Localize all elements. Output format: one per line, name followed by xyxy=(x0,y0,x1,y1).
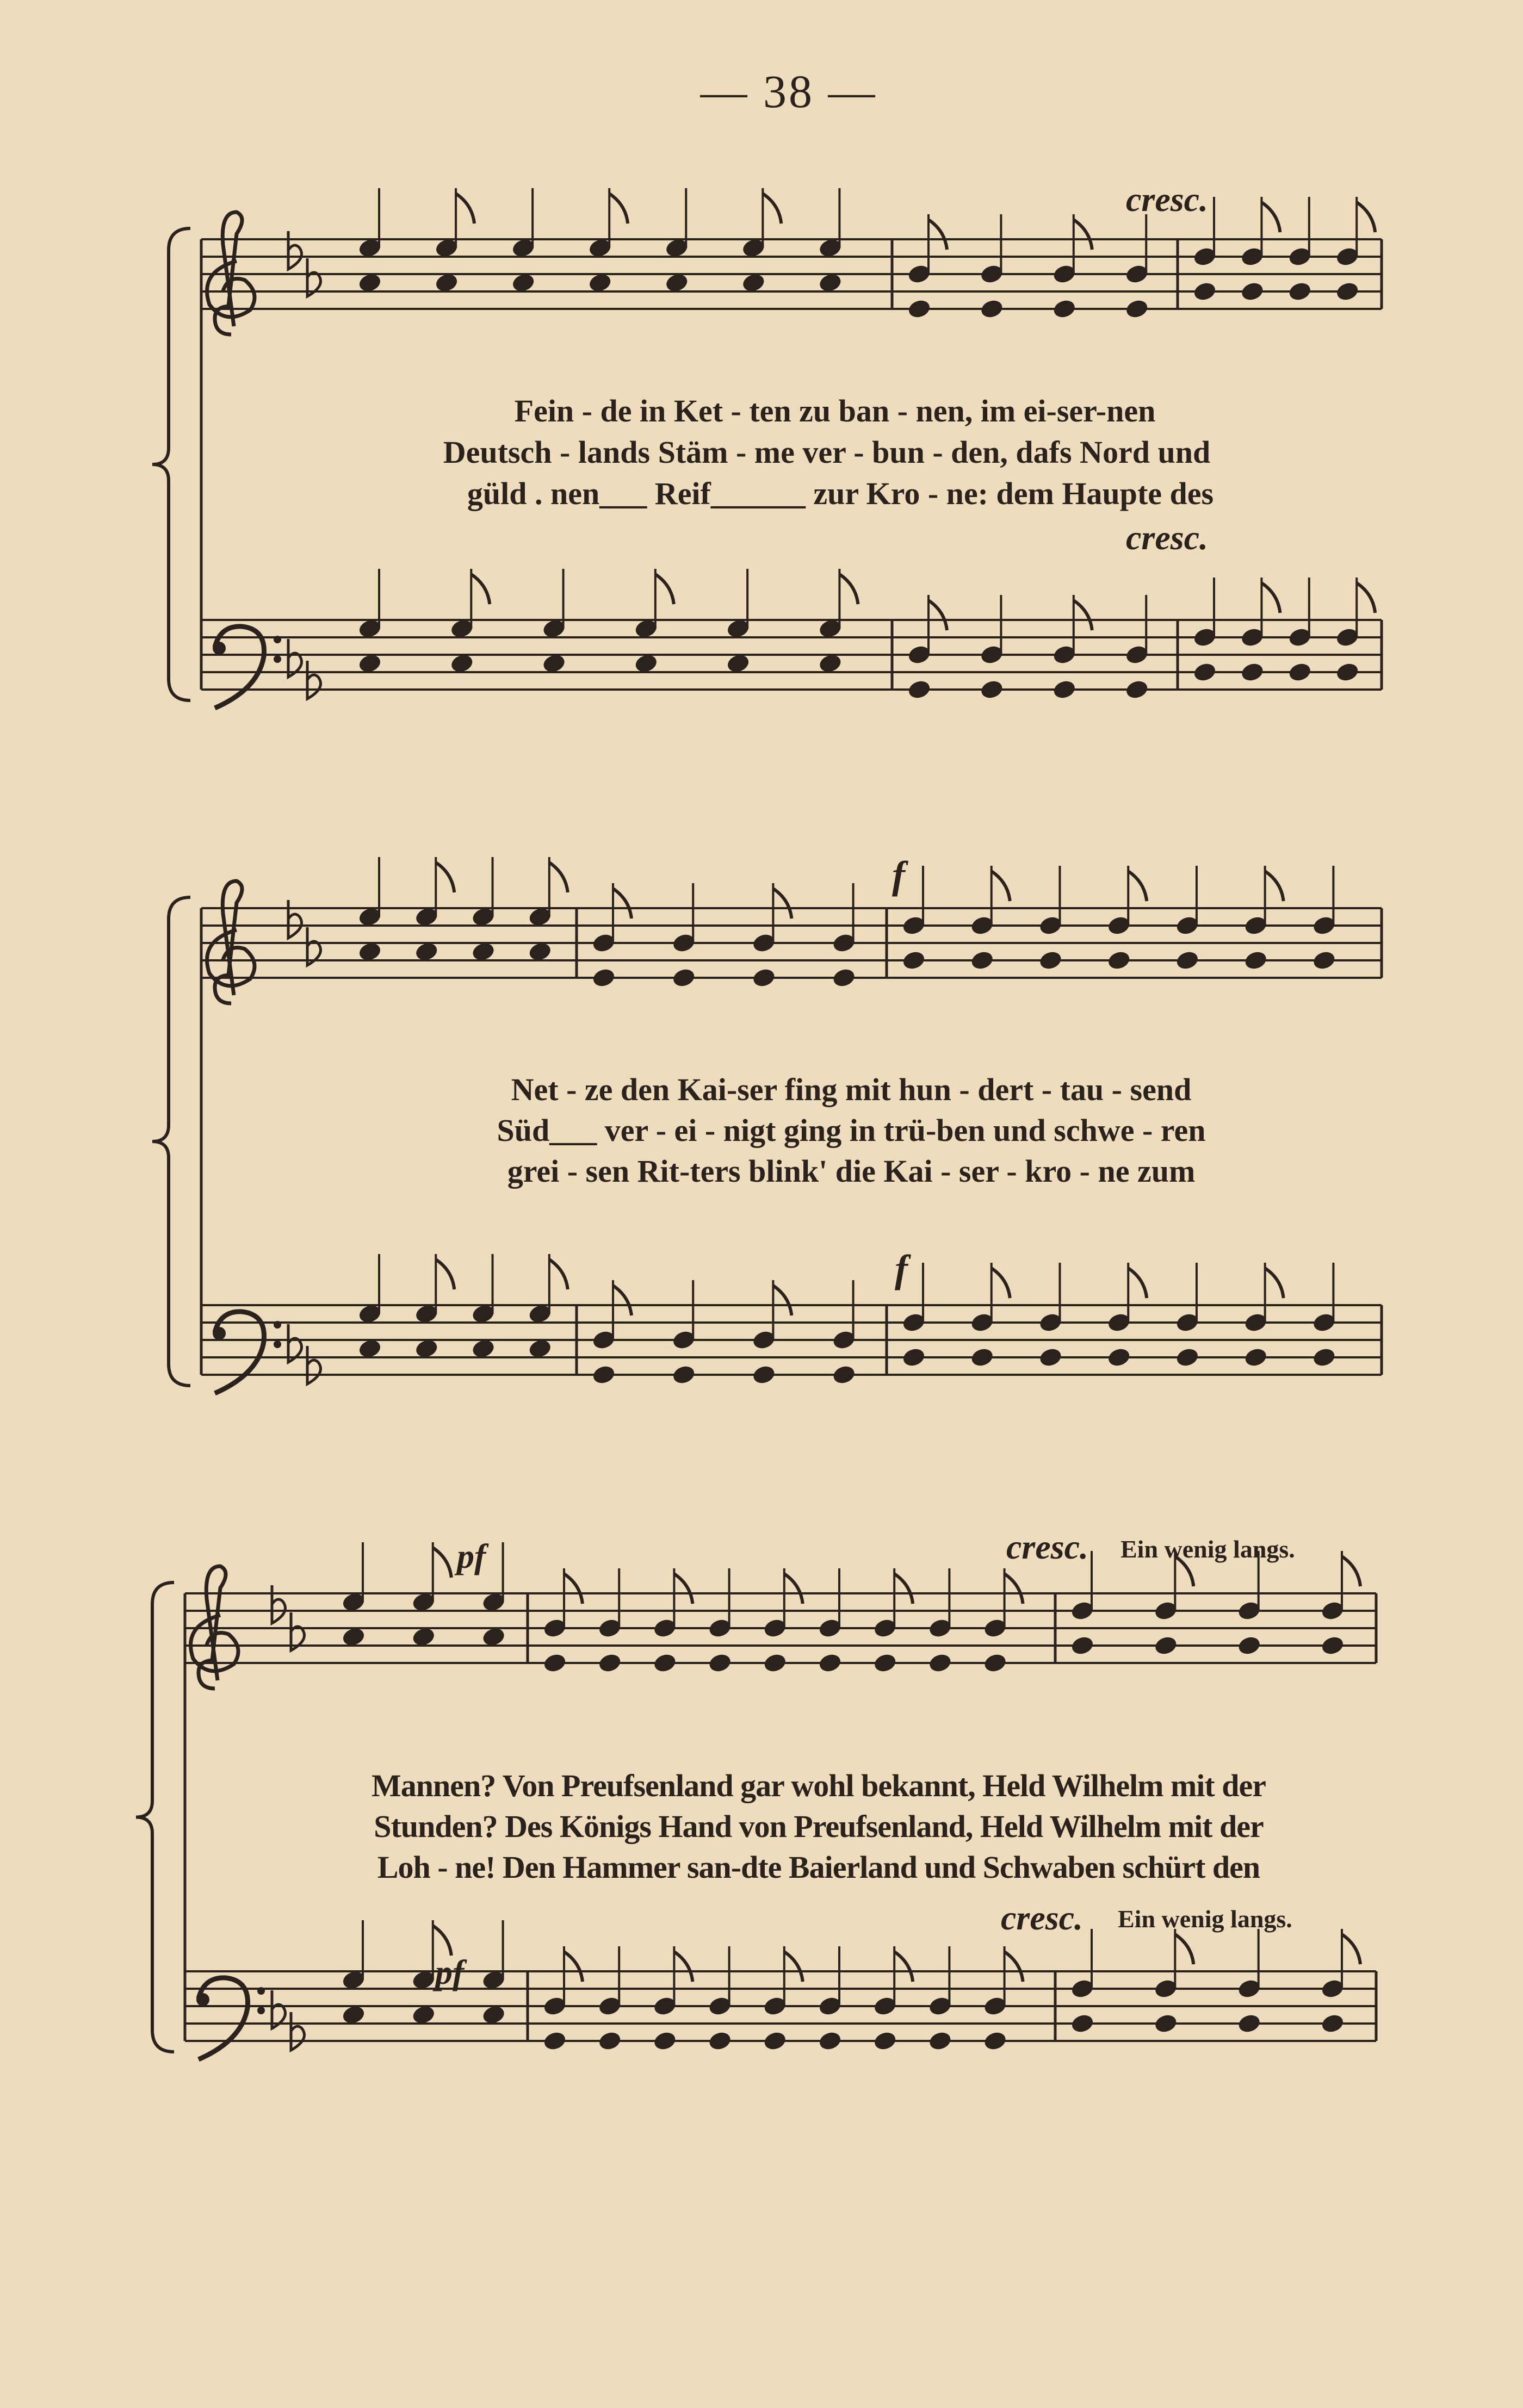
note-head xyxy=(1312,1346,1336,1368)
bass-clef-dot xyxy=(257,1987,265,1995)
note-flag xyxy=(433,1548,451,1578)
flat-sign xyxy=(291,2012,305,2050)
note-head xyxy=(1070,2013,1094,2034)
lyric-verse-2: Stunden? Des Königs Hand von Preufsenland, Held Wilhelm mit der xyxy=(374,1809,1264,1844)
note-head xyxy=(907,298,931,319)
note-head xyxy=(528,1338,552,1359)
note-head xyxy=(1237,2013,1261,2034)
note-head xyxy=(1154,2013,1178,2034)
note-head xyxy=(1243,1346,1268,1368)
bass-clef xyxy=(215,626,264,708)
note-flag xyxy=(613,889,632,918)
note-head xyxy=(414,1338,439,1359)
flat-sign xyxy=(288,231,302,269)
lyric-verse-1: Mannen? Von Preufsenland gar wohl bekannt, Held Wilhelm mit der xyxy=(372,1768,1266,1803)
note-flag xyxy=(784,1952,803,1982)
bass-clef-dot xyxy=(274,1321,281,1329)
note-head xyxy=(1038,949,1063,971)
note-flag xyxy=(1261,583,1280,613)
note-head xyxy=(1154,1635,1178,1656)
note-head xyxy=(542,2030,567,2051)
note-flag xyxy=(609,194,628,224)
note-head xyxy=(901,1346,926,1368)
lyric-verse-2: Deutsch - lands Stäm - me ver - bun - den, dafs Nord und xyxy=(443,435,1211,470)
note-head xyxy=(341,1626,366,1647)
lyric-verse-2: Süd___ ver - ei - nigt ging in trü-ben und schwe - ren xyxy=(497,1113,1206,1148)
note-head xyxy=(741,272,766,293)
bass-clef-dot xyxy=(274,655,281,663)
note-head xyxy=(907,679,931,700)
cresc-marking-upper: cresc. xyxy=(1126,180,1209,219)
note-flag xyxy=(549,1259,568,1289)
note-flag xyxy=(928,600,947,630)
note-head xyxy=(528,941,552,962)
note-head xyxy=(1038,1346,1063,1368)
note-head xyxy=(434,272,459,293)
note-flag xyxy=(1357,202,1375,232)
note-head xyxy=(752,1364,776,1385)
note-head xyxy=(1243,949,1268,971)
note-head xyxy=(357,1338,382,1359)
note-flag xyxy=(1265,871,1284,901)
tempo-marking-lower: Ein wenig langs. xyxy=(1118,1905,1292,1933)
note-flag xyxy=(928,220,947,250)
note-flag xyxy=(564,1952,583,1982)
note-head xyxy=(1107,1346,1131,1368)
lyric-verse-1: Fein - de in Ket - ten zu ban - nen, im ei-ser-nen xyxy=(514,393,1156,429)
note-head xyxy=(634,653,658,674)
note-head xyxy=(665,272,689,293)
note-flag xyxy=(471,574,490,604)
note-head xyxy=(818,1652,842,1673)
note-flag xyxy=(564,1574,583,1604)
note-head xyxy=(873,2030,897,2051)
note-head xyxy=(1335,281,1360,302)
bass-clef xyxy=(215,1312,264,1393)
note-head xyxy=(411,2004,436,2025)
note-head xyxy=(873,1652,897,1673)
note-flag xyxy=(1175,1556,1193,1586)
note-head xyxy=(357,653,382,674)
note-head xyxy=(653,1652,677,1673)
note-head xyxy=(980,679,1004,700)
cresc-marking-lower: cresc. xyxy=(1126,518,1209,557)
pf-marking-upper: pf xyxy=(457,1537,486,1575)
note-head xyxy=(1107,949,1131,971)
lyric-verse-3: grei - sen Rit-ters blink' die Kai - ser - kro - ne zum xyxy=(507,1153,1196,1189)
cresc-marking-upper: cresc. xyxy=(1006,1528,1089,1566)
note-flag xyxy=(894,1952,913,1982)
note-head xyxy=(450,653,474,674)
note-head xyxy=(1125,679,1149,700)
note-flag xyxy=(1074,600,1092,630)
note-head xyxy=(653,2030,677,2051)
note-head xyxy=(708,2030,732,2051)
note-head xyxy=(1240,281,1265,302)
bass-clef-dot xyxy=(213,642,226,655)
bass-clef xyxy=(199,1978,248,2059)
note-head xyxy=(672,967,696,988)
flat-sign xyxy=(272,1585,286,1623)
note-flag xyxy=(1128,871,1147,901)
note-flag xyxy=(763,194,781,224)
note-flag xyxy=(674,1952,692,1982)
note-flag xyxy=(436,862,454,892)
note-head xyxy=(752,967,776,988)
bass-clef-dot xyxy=(196,1993,209,2006)
note-head xyxy=(411,1626,436,1647)
note-head xyxy=(542,653,566,674)
note-flag xyxy=(784,1574,803,1604)
note-head xyxy=(672,1364,696,1385)
note-head xyxy=(818,2030,842,2051)
note-head xyxy=(928,2030,952,2051)
note-head xyxy=(1335,661,1360,682)
note-flag xyxy=(773,1286,791,1315)
note-head xyxy=(598,1652,622,1673)
note-head xyxy=(1070,1635,1094,1656)
note-head xyxy=(1320,2013,1345,2034)
note-head xyxy=(471,1338,496,1359)
note-head xyxy=(1052,679,1076,700)
note-head xyxy=(341,2004,366,2025)
note-head xyxy=(481,1626,506,1647)
note-head xyxy=(1287,661,1312,682)
note-flag xyxy=(655,574,674,604)
note-head xyxy=(1320,1635,1345,1656)
note-head xyxy=(1125,298,1149,319)
note-head xyxy=(414,941,439,962)
note-head xyxy=(591,967,616,988)
note-flag xyxy=(433,1926,451,1956)
note-flag xyxy=(436,1259,454,1289)
forte-marking-upper: f xyxy=(892,853,905,897)
page-number: — 38 — xyxy=(700,65,877,117)
note-head xyxy=(970,949,994,971)
note-head xyxy=(818,272,843,293)
note-flag xyxy=(839,574,858,604)
note-head xyxy=(818,653,843,674)
note-head xyxy=(481,2004,506,2025)
note-head xyxy=(471,941,496,962)
note-head xyxy=(726,653,750,674)
pf-marking-lower: pf xyxy=(435,1953,465,1991)
note-head xyxy=(1175,949,1199,971)
note-head xyxy=(542,1652,567,1673)
flat-sign xyxy=(307,661,321,699)
note-head xyxy=(1240,661,1265,682)
note-head xyxy=(763,1652,787,1673)
bass-clef-dot xyxy=(257,2007,265,2014)
note-head xyxy=(708,1652,732,1673)
note-head xyxy=(357,941,382,962)
note-flag xyxy=(674,1574,692,1604)
lyric-verse-3: güld . nen___ Reif______ zur Kro - ne: dem Haupte des xyxy=(467,476,1214,511)
cresc-marking-lower: cresc. xyxy=(1001,1898,1084,1937)
bass-clef-dot xyxy=(274,636,281,643)
note-head xyxy=(1287,281,1312,302)
note-head xyxy=(970,1346,994,1368)
note-head xyxy=(1175,1346,1199,1368)
note-flag xyxy=(1175,1934,1193,1964)
system-brace xyxy=(136,1582,174,2052)
note-flag xyxy=(1074,220,1092,250)
note-flag xyxy=(456,194,474,224)
note-flag xyxy=(1357,583,1375,613)
note-flag xyxy=(1005,1574,1023,1604)
note-head xyxy=(1312,949,1336,971)
note-flag xyxy=(1342,1934,1360,1964)
system-brace xyxy=(152,228,190,700)
note-head xyxy=(1192,281,1217,302)
note-flag xyxy=(1128,1268,1147,1298)
note-head xyxy=(763,2030,787,2051)
note-head xyxy=(983,2030,1007,2051)
note-head xyxy=(901,949,926,971)
flat-sign xyxy=(288,900,302,938)
note-flag xyxy=(894,1574,913,1604)
note-flag xyxy=(1342,1556,1360,1586)
note-head xyxy=(357,272,382,293)
note-head xyxy=(1052,298,1076,319)
tempo-marking-upper: Ein wenig langs. xyxy=(1120,1535,1295,1563)
note-head xyxy=(832,1364,856,1385)
note-flag xyxy=(549,862,568,892)
note-flag xyxy=(1265,1268,1284,1298)
lyric-verse-3: Loh - ne! Den Hammer san-dte Baierland und Schwaben schürt den xyxy=(377,1850,1260,1885)
note-head xyxy=(1192,661,1217,682)
note-flag xyxy=(613,1286,632,1315)
note-flag xyxy=(992,871,1010,901)
system-brace xyxy=(152,897,190,1386)
note-head xyxy=(832,967,856,988)
lyric-verse-1: Net - ze den Kai-ser fing mit hun - dert - tau - send xyxy=(511,1072,1192,1107)
note-flag xyxy=(992,1268,1010,1298)
note-flag xyxy=(1261,202,1280,232)
note-flag xyxy=(1005,1952,1023,1982)
bass-clef-dot xyxy=(213,1327,226,1340)
flat-sign xyxy=(307,1346,321,1384)
note-head xyxy=(1237,1635,1261,1656)
note-head xyxy=(591,1364,616,1385)
note-head xyxy=(983,1652,1007,1673)
bass-clef-dot xyxy=(274,1340,281,1348)
note-head xyxy=(511,272,535,293)
note-head xyxy=(588,272,612,293)
note-head xyxy=(980,298,1004,319)
note-head xyxy=(598,2030,622,2051)
note-head xyxy=(928,1652,952,1673)
forte-marking-lower: f xyxy=(895,1247,908,1290)
note-flag xyxy=(773,889,791,918)
